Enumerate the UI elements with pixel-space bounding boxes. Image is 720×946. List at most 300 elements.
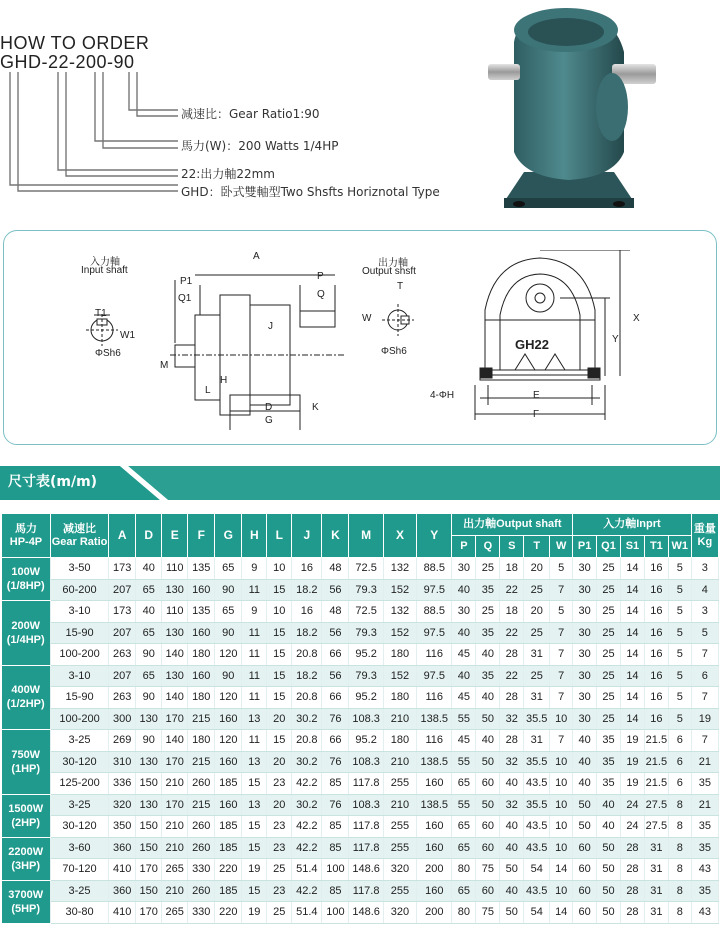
value-cell: 7 — [691, 687, 718, 709]
value-cell: 30.2 — [292, 708, 322, 730]
value-cell: 185 — [215, 773, 242, 795]
value-cell: 97.5 — [417, 622, 452, 644]
value-cell: 16 — [292, 601, 322, 623]
dim-g: G — [265, 415, 273, 426]
value-cell: 40 — [452, 622, 476, 644]
header-output-t: T — [524, 536, 550, 558]
value-cell: 19 — [620, 773, 644, 795]
dim-e: E — [533, 390, 540, 401]
header-input-q1: Q1 — [597, 536, 621, 558]
value-cell: 66 — [322, 644, 349, 666]
value-cell: 28 — [620, 902, 644, 924]
value-cell: 28 — [500, 730, 524, 752]
header-output-w: W — [550, 536, 573, 558]
ratio-cell: 30-120 — [50, 816, 108, 838]
value-cell: 5 — [668, 579, 691, 601]
header-input-w1: W1 — [668, 536, 691, 558]
header-dim-f: F — [188, 514, 215, 558]
dim-p: P — [317, 271, 324, 282]
order-code: GHD-22-200-90 — [0, 52, 135, 72]
value-cell: 56 — [322, 665, 349, 687]
value-cell: 85 — [322, 816, 349, 838]
value-cell: 135 — [188, 558, 215, 580]
value-cell: 95.2 — [349, 687, 383, 709]
value-cell: 152 — [383, 665, 416, 687]
value-cell: 18.2 — [292, 665, 322, 687]
value-cell: 9 — [242, 601, 267, 623]
value-cell: 25 — [524, 622, 550, 644]
value-cell: 88.5 — [417, 558, 452, 580]
value-cell: 15 — [267, 665, 292, 687]
value-cell: 110 — [162, 601, 188, 623]
value-cell: 16 — [644, 687, 668, 709]
value-cell: 24 — [620, 816, 644, 838]
value-cell: 15 — [267, 644, 292, 666]
value-cell: 90 — [215, 579, 242, 601]
value-cell: 135 — [188, 601, 215, 623]
value-cell: 350 — [109, 816, 136, 838]
ratio-cell: 3-60 — [50, 837, 108, 859]
value-cell: 60 — [573, 902, 597, 924]
value-cell: 160 — [417, 816, 452, 838]
value-cell: 160 — [188, 579, 215, 601]
value-cell: 150 — [136, 773, 162, 795]
ratio-cell: 3-25 — [50, 880, 108, 902]
value-cell: 8 — [668, 794, 691, 816]
value-cell: 21 — [691, 794, 718, 816]
value-cell: 25 — [476, 558, 500, 580]
value-cell: 173 — [109, 558, 136, 580]
value-cell: 215 — [188, 708, 215, 730]
value-cell: 7 — [550, 579, 573, 601]
value-cell: 108.3 — [349, 751, 383, 773]
value-cell: 75 — [476, 902, 500, 924]
value-cell: 4 — [691, 579, 718, 601]
value-cell: 260 — [188, 816, 215, 838]
value-cell: 28 — [500, 687, 524, 709]
table-row — [2, 751, 719, 773]
value-cell: 50 — [597, 902, 621, 924]
table-row — [2, 579, 719, 601]
value-cell: 25 — [597, 687, 621, 709]
value-cell: 22 — [500, 665, 524, 687]
value-cell: 116 — [417, 687, 452, 709]
value-cell: 32 — [500, 751, 524, 773]
value-cell: 35 — [597, 751, 621, 773]
header-dim-m: M — [349, 514, 383, 558]
value-cell: 7 — [550, 622, 573, 644]
value-cell: 148.6 — [349, 902, 383, 924]
value-cell: 263 — [109, 644, 136, 666]
value-cell: 80 — [452, 902, 476, 924]
header-output-s: S — [500, 536, 524, 558]
value-cell: 5 — [550, 601, 573, 623]
ratio-cell: 100-200 — [50, 708, 108, 730]
value-cell: 28 — [620, 837, 644, 859]
value-cell: 14 — [620, 601, 644, 623]
value-cell: 50 — [500, 902, 524, 924]
value-cell: 170 — [162, 708, 188, 730]
value-cell: 23 — [267, 880, 292, 902]
value-cell: 25 — [597, 601, 621, 623]
value-cell: 160 — [417, 773, 452, 795]
order-line-power: 馬力(W)：200 Watts 1/4HP — [181, 139, 339, 153]
value-cell: 66 — [322, 730, 349, 752]
value-cell: 14 — [550, 859, 573, 881]
value-cell: 14 — [550, 902, 573, 924]
value-cell: 320 — [109, 794, 136, 816]
value-cell: 45 — [452, 687, 476, 709]
value-cell: 117.8 — [349, 773, 383, 795]
value-cell: 20 — [524, 558, 550, 580]
value-cell: 255 — [383, 880, 416, 902]
value-cell: 6 — [668, 751, 691, 773]
value-cell: 180 — [383, 687, 416, 709]
header-dim-x: X — [383, 514, 416, 558]
value-cell: 50 — [597, 859, 621, 881]
value-cell: 160 — [215, 794, 242, 816]
header-ratio: 减速比 Gear Ratio — [50, 514, 108, 558]
value-cell: 65 — [136, 665, 162, 687]
value-cell: 150 — [136, 816, 162, 838]
table-row — [2, 730, 719, 752]
value-cell: 170 — [136, 902, 162, 924]
value-cell: 120 — [215, 730, 242, 752]
value-cell: 132 — [383, 601, 416, 623]
ratio-cell: 100-200 — [50, 644, 108, 666]
value-cell: 13 — [242, 708, 267, 730]
value-cell: 21.5 — [644, 773, 668, 795]
value-cell: 65 — [452, 773, 476, 795]
value-cell: 160 — [417, 880, 452, 902]
value-cell: 30.2 — [292, 794, 322, 816]
dim-q: Q — [317, 289, 325, 300]
dim-k: K — [312, 402, 319, 413]
value-cell: 85 — [322, 837, 349, 859]
value-cell: 35 — [691, 816, 718, 838]
value-cell: 210 — [162, 880, 188, 902]
value-cell: 117.8 — [349, 880, 383, 902]
table-row — [2, 687, 719, 709]
value-cell: 20 — [524, 601, 550, 623]
value-cell: 50 — [476, 794, 500, 816]
table-row — [2, 622, 719, 644]
value-cell: 30.2 — [292, 751, 322, 773]
value-cell: 3 — [691, 601, 718, 623]
value-cell: 23 — [267, 773, 292, 795]
value-cell: 24 — [620, 794, 644, 816]
value-cell: 42.2 — [292, 816, 322, 838]
hp-cell: 750W (1HP) — [2, 730, 51, 795]
value-cell: 30 — [573, 558, 597, 580]
value-cell: 30 — [573, 644, 597, 666]
value-cell: 31 — [524, 644, 550, 666]
value-cell: 10 — [550, 816, 573, 838]
value-cell: 30 — [452, 601, 476, 623]
value-cell: 120 — [215, 644, 242, 666]
value-cell: 21 — [691, 751, 718, 773]
value-cell: 66 — [322, 687, 349, 709]
value-cell: 210 — [383, 794, 416, 816]
value-cell: 18 — [500, 558, 524, 580]
table-row — [2, 665, 719, 687]
value-cell: 51.4 — [292, 902, 322, 924]
value-cell: 185 — [215, 880, 242, 902]
value-cell: 15 — [267, 687, 292, 709]
value-cell: 25 — [267, 859, 292, 881]
value-cell: 20.8 — [292, 730, 322, 752]
value-cell: 76 — [322, 751, 349, 773]
value-cell: 31 — [524, 687, 550, 709]
value-cell: 130 — [136, 751, 162, 773]
hp-cell: 2200W (3HP) — [2, 837, 51, 880]
value-cell: 76 — [322, 708, 349, 730]
value-cell: 15 — [242, 837, 267, 859]
value-cell: 6 — [668, 773, 691, 795]
value-cell: 410 — [109, 902, 136, 924]
value-cell: 15 — [267, 622, 292, 644]
value-cell: 20.8 — [292, 687, 322, 709]
value-cell: 130 — [162, 665, 188, 687]
value-cell: 19 — [242, 859, 267, 881]
value-cell: 65 — [215, 558, 242, 580]
value-cell: 10 — [550, 708, 573, 730]
value-cell: 65 — [452, 837, 476, 859]
value-cell: 60 — [476, 773, 500, 795]
value-cell: 15 — [267, 730, 292, 752]
dim-h: H — [220, 375, 228, 386]
value-cell: 220 — [215, 859, 242, 881]
value-cell: 25 — [597, 644, 621, 666]
value-cell: 10 — [550, 794, 573, 816]
value-cell: 35 — [476, 579, 500, 601]
header-dim-e: E — [162, 514, 188, 558]
value-cell: 31 — [644, 880, 668, 902]
value-cell: 110 — [162, 558, 188, 580]
value-cell: 65 — [136, 622, 162, 644]
table-row — [2, 816, 719, 838]
value-cell: 130 — [162, 622, 188, 644]
value-cell: 40 — [452, 579, 476, 601]
value-cell: 330 — [188, 902, 215, 924]
value-cell: 11 — [242, 665, 267, 687]
dim-p1: P1 — [180, 276, 193, 287]
value-cell: 108.3 — [349, 794, 383, 816]
value-cell: 14 — [620, 687, 644, 709]
value-cell: 160 — [188, 665, 215, 687]
value-cell: 140 — [162, 730, 188, 752]
value-cell: 72.5 — [349, 601, 383, 623]
value-cell: 170 — [162, 794, 188, 816]
value-cell: 7 — [550, 730, 573, 752]
value-cell: 35 — [476, 665, 500, 687]
value-cell: 108.3 — [349, 708, 383, 730]
value-cell: 23 — [267, 816, 292, 838]
value-cell: 180 — [188, 687, 215, 709]
value-cell: 260 — [188, 880, 215, 902]
value-cell: 14 — [620, 708, 644, 730]
value-cell: 210 — [383, 751, 416, 773]
value-cell: 32 — [500, 794, 524, 816]
value-cell: 50 — [597, 837, 621, 859]
value-cell: 10 — [267, 601, 292, 623]
dimension-table-banner — [0, 466, 720, 500]
value-cell: 170 — [136, 859, 162, 881]
value-cell: 35 — [597, 773, 621, 795]
value-cell: 180 — [383, 644, 416, 666]
value-cell: 85 — [322, 880, 349, 902]
value-cell: 48 — [322, 601, 349, 623]
value-cell: 28 — [500, 644, 524, 666]
value-cell: 19 — [620, 730, 644, 752]
value-cell: 265 — [162, 902, 188, 924]
ratio-cell: 60-200 — [50, 579, 108, 601]
value-cell: 40 — [500, 837, 524, 859]
value-cell: 14 — [620, 579, 644, 601]
value-cell: 65 — [452, 880, 476, 902]
table-row — [2, 773, 719, 795]
value-cell: 40 — [500, 816, 524, 838]
value-cell: 7 — [691, 730, 718, 752]
table-row — [2, 880, 719, 902]
value-cell: 260 — [188, 773, 215, 795]
header-hp: 馬力 HP-4P — [2, 514, 51, 558]
value-cell: 310 — [109, 751, 136, 773]
value-cell: 90 — [136, 687, 162, 709]
output-shaft-label-cn: 出力軸 — [378, 258, 408, 269]
value-cell: 85 — [322, 773, 349, 795]
value-cell: 117.8 — [349, 837, 383, 859]
value-cell: 79.3 — [349, 579, 383, 601]
order-line-shaft: 22:出力軸22mm — [181, 167, 275, 181]
table-row — [2, 902, 719, 924]
value-cell: 130 — [136, 794, 162, 816]
dimension-table — [1, 513, 719, 924]
value-cell: 40 — [136, 601, 162, 623]
value-cell: 15 — [267, 579, 292, 601]
value-cell: 31 — [524, 730, 550, 752]
input-shaft-label-en: Input shaft — [81, 265, 128, 276]
order-line-type: GHD：卧式雙軸型Two Shsfts Horiznotal Type — [181, 185, 440, 199]
value-cell: 43.5 — [524, 816, 550, 838]
value-cell: 160 — [215, 751, 242, 773]
value-cell: 8 — [668, 859, 691, 881]
value-cell: 255 — [383, 773, 416, 795]
value-cell: 21.5 — [644, 730, 668, 752]
value-cell: 18.2 — [292, 579, 322, 601]
header-output-q: Q — [476, 536, 500, 558]
value-cell: 35.5 — [524, 708, 550, 730]
value-cell: 40 — [500, 880, 524, 902]
header-dim-a: A — [109, 514, 136, 558]
order-leader-lines — [0, 70, 200, 195]
value-cell: 16 — [644, 622, 668, 644]
value-cell: 35.5 — [524, 794, 550, 816]
value-cell: 60 — [476, 816, 500, 838]
value-cell: 210 — [162, 816, 188, 838]
dim-m: M — [160, 360, 169, 371]
value-cell: 60 — [573, 880, 597, 902]
dim-t: T — [397, 281, 404, 292]
value-cell: 31 — [644, 902, 668, 924]
value-cell: 180 — [188, 644, 215, 666]
dim-sh6-output: ΦSh6 — [381, 346, 407, 357]
value-cell: 40 — [452, 665, 476, 687]
value-cell: 54 — [524, 902, 550, 924]
value-cell: 16 — [644, 644, 668, 666]
hp-cell: 3700W (5HP) — [2, 880, 51, 923]
header-input-s1: S1 — [620, 536, 644, 558]
value-cell: 50 — [597, 880, 621, 902]
value-cell: 20 — [267, 794, 292, 816]
table-row — [2, 859, 719, 881]
value-cell: 7 — [691, 644, 718, 666]
value-cell: 200 — [417, 902, 452, 924]
dim-d: D — [265, 402, 273, 413]
value-cell: 65 — [136, 579, 162, 601]
value-cell: 40 — [597, 794, 621, 816]
value-cell: 90 — [136, 644, 162, 666]
value-cell: 45 — [452, 644, 476, 666]
header-dim-h: H — [242, 514, 267, 558]
value-cell: 30 — [573, 708, 597, 730]
header-output-p: P — [452, 536, 476, 558]
value-cell: 5 — [691, 622, 718, 644]
value-cell: 25 — [267, 902, 292, 924]
header-output-shaft: 出力軸Output shaft — [452, 514, 573, 536]
value-cell: 10 — [550, 837, 573, 859]
value-cell: 150 — [136, 837, 162, 859]
value-cell: 42.2 — [292, 837, 322, 859]
value-cell: 28 — [620, 859, 644, 881]
value-cell: 410 — [109, 859, 136, 881]
ratio-cell: 3-25 — [50, 730, 108, 752]
table-header-row — [2, 514, 719, 536]
value-cell: 5 — [550, 558, 573, 580]
header-dim-g: G — [215, 514, 242, 558]
table-row — [2, 794, 719, 816]
table-row — [2, 644, 719, 666]
dim-t1: T1 — [95, 308, 107, 319]
header-input-t1: T1 — [644, 536, 668, 558]
value-cell: 65 — [215, 601, 242, 623]
ratio-cell: 125-200 — [50, 773, 108, 795]
value-cell: 25 — [597, 622, 621, 644]
value-cell: 40 — [597, 816, 621, 838]
order-title: HOW TO ORDER — [0, 33, 150, 53]
value-cell: 19 — [620, 751, 644, 773]
header-dim-l: L — [267, 514, 292, 558]
value-cell: 25 — [597, 579, 621, 601]
value-cell: 120 — [215, 687, 242, 709]
value-cell: 336 — [109, 773, 136, 795]
header-input-p1: P1 — [573, 536, 597, 558]
value-cell: 116 — [417, 644, 452, 666]
value-cell: 11 — [242, 622, 267, 644]
value-cell: 200 — [417, 859, 452, 881]
value-cell: 25 — [524, 665, 550, 687]
value-cell: 50 — [573, 794, 597, 816]
value-cell: 31 — [644, 837, 668, 859]
value-cell: 35.5 — [524, 751, 550, 773]
value-cell: 5 — [668, 665, 691, 687]
value-cell: 10 — [550, 773, 573, 795]
value-cell: 263 — [109, 687, 136, 709]
dim-hole: 4-ΦH — [430, 390, 455, 401]
header-dim-j: J — [292, 514, 322, 558]
value-cell: 152 — [383, 622, 416, 644]
value-cell: 40 — [573, 730, 597, 752]
